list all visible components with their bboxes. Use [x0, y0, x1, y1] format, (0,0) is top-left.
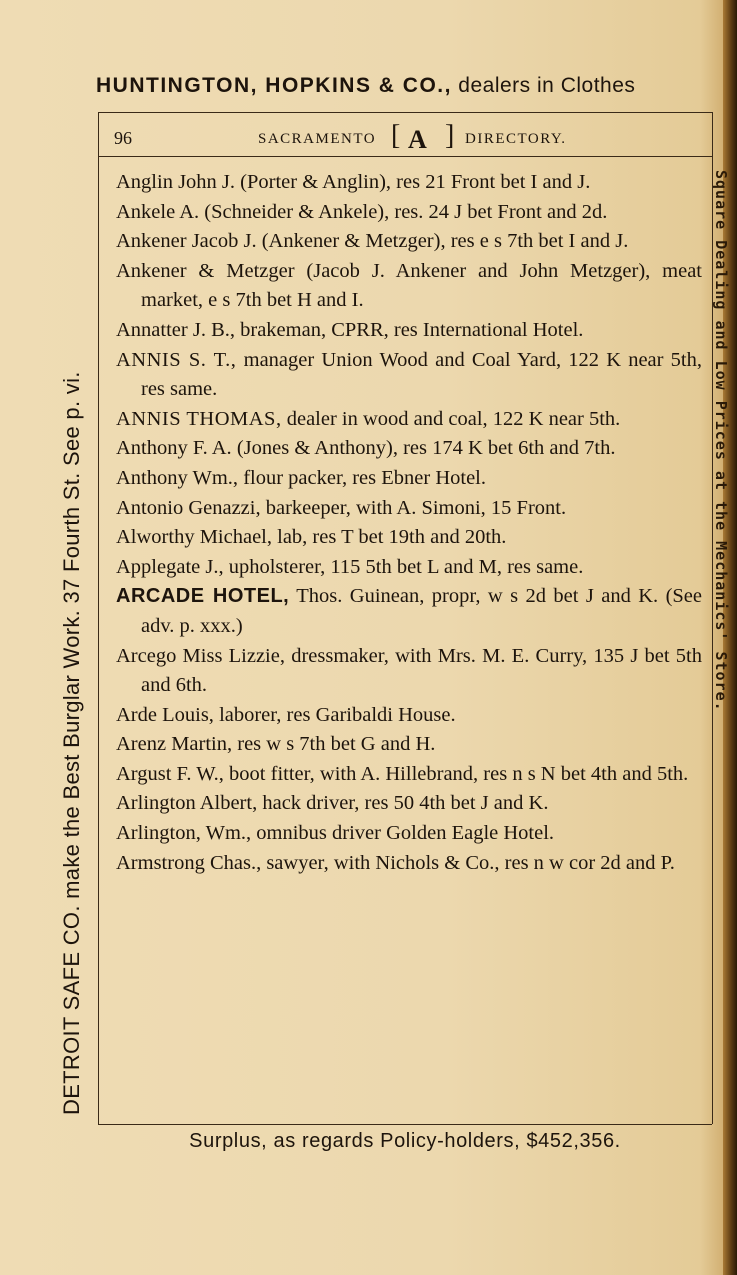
entry-details: (Ankener & Metzger), res e s 7th bet I and J. [256, 230, 629, 253]
directory-entry [116, 789, 702, 819]
directory-entry [116, 849, 702, 879]
entry-details: upholsterer, 115 5th bet L and M, res same. [223, 555, 584, 578]
entry-name: Ankener Jacob J. [116, 230, 257, 253]
entry-name: ANNIS THOMAS, [116, 407, 282, 430]
banner-trade: dealers in Clothes [451, 74, 636, 97]
entry-details: laborer, res Garibaldi House. [213, 703, 456, 726]
entry-name: Arde Louis, [116, 703, 214, 726]
entry-details: brakeman, CPRR, res International Hotel. [235, 318, 584, 341]
entry-name: ARCADE HOTEL, [116, 585, 290, 608]
header-bracket-left: [ [391, 120, 402, 151]
header-section: DIRECTORY. [465, 131, 567, 147]
directory-entry [116, 405, 702, 435]
directory-entry [116, 494, 702, 524]
directory-entry [116, 553, 702, 583]
entry-name: Antonio Genazzi, [116, 496, 261, 519]
entry-details: manager Union Wood and Coal Yard, 122 K near 5th, res same. [141, 348, 702, 401]
top-advertisement [96, 74, 716, 98]
directory-entry [116, 760, 702, 790]
entry-name: Applegate J., [116, 555, 224, 578]
directory-entry [116, 346, 702, 405]
entry-details: hack driver, res 50 4th bet J and K. [257, 792, 549, 815]
entry-name: Anthony Wm., [116, 466, 239, 489]
entry-name: Anthony F. A. [116, 437, 232, 460]
directory-entry [116, 701, 702, 731]
entry-name: Armstrong Chas., [116, 851, 262, 874]
header-letter: A [408, 125, 427, 154]
entry-details: flour packer, res Ebner Hotel. [238, 466, 486, 489]
entry-name: ANNIS S. T., [116, 348, 237, 371]
entry-name: Arcego Miss Lizzie, [116, 644, 285, 667]
frame-top-rule [98, 112, 712, 113]
directory-entry [116, 730, 702, 760]
entry-details: (Jacob J. Ankener and John Metzger), meat market, e s 7th bet H and I. [141, 259, 703, 312]
entry-details: (Schneider & Ankele), res. 24 J bet Front and 2d. [199, 200, 608, 223]
directory-entry [116, 434, 702, 464]
directory-entry [116, 464, 702, 494]
entry-details: Thos. Guinean, propr, w s 2d bet J and K. (See adv. p. xxx.) [141, 585, 702, 637]
directory-entries [116, 168, 702, 878]
running-header [110, 118, 705, 156]
frame-right-rule [712, 112, 713, 1124]
frame-bottom-rule [98, 1124, 712, 1125]
bottom-advertisement: Surplus, as regards Policy-holders, $452,356. [189, 1130, 621, 1152]
entry-details: sawyer, with Nichols & Co., res n w cor 2d and P. [261, 851, 675, 874]
entry-details: (Jones & Anthony), res 174 K bet 6th and 7th. [231, 437, 616, 460]
directory-entry [116, 642, 702, 701]
entry-name: Anglin John J. [116, 171, 236, 193]
directory-entry [116, 227, 702, 257]
directory-entry [116, 819, 702, 849]
entry-details: res w s 7th bet G and H. [232, 733, 436, 756]
entry-name: Alworthy Michael, [116, 526, 272, 549]
entry-name: Arlington, Wm., [116, 822, 252, 845]
entry-details: boot fitter, with A. Hillebrand, res n s N bet 4th and 5th. [223, 762, 689, 785]
entry-name: Arlington Albert, [116, 792, 258, 815]
directory-entry [116, 316, 702, 346]
left-margin-advertisement: DETROIT SAFE CO. make the Best Burglar Work. 37 Fourth St. See p. vi. [59, 371, 84, 1115]
entry-name: Ankele A. [116, 200, 200, 223]
entry-details: barkeeper, with A. Simoni, 15 Front. [260, 496, 567, 519]
entry-name: Ankener & Metzger [116, 259, 295, 282]
entry-details: omnibus driver Golden Eagle Hotel. [251, 822, 555, 845]
header-rule [98, 156, 712, 157]
entry-details: dressmaker, with Mrs. M. E. Curry, 135 J bet 5th and 6th. [141, 644, 702, 697]
page-number: 96 [114, 128, 132, 148]
directory-entry [116, 257, 702, 316]
directory-entry [116, 523, 702, 553]
entry-name: Arenz Martin, [116, 733, 233, 756]
right-margin-advertisement: Square Dealing and Low Prices at the Mechanics' Store. [712, 170, 730, 712]
entry-name: Argust F. W., [116, 762, 224, 785]
entry-name: Annatter J. B., [116, 318, 235, 341]
directory-entry [116, 168, 702, 198]
directory-entry [116, 198, 702, 228]
directory-entry [116, 582, 702, 641]
banner-firm: HUNTINGTON, HOPKINS & CO., [96, 74, 452, 97]
entry-details: lab, res T bet 19th and 20th. [272, 526, 507, 549]
header-bracket-right: ] [445, 120, 456, 151]
entry-details: (Porter & Anglin), res 21 Front bet I and J. [235, 171, 591, 193]
entry-details: dealer in wood and coal, 122 K near 5th. [281, 407, 621, 430]
header-city: SACRAMENTO [258, 131, 377, 147]
frame-left-rule [98, 112, 99, 1124]
